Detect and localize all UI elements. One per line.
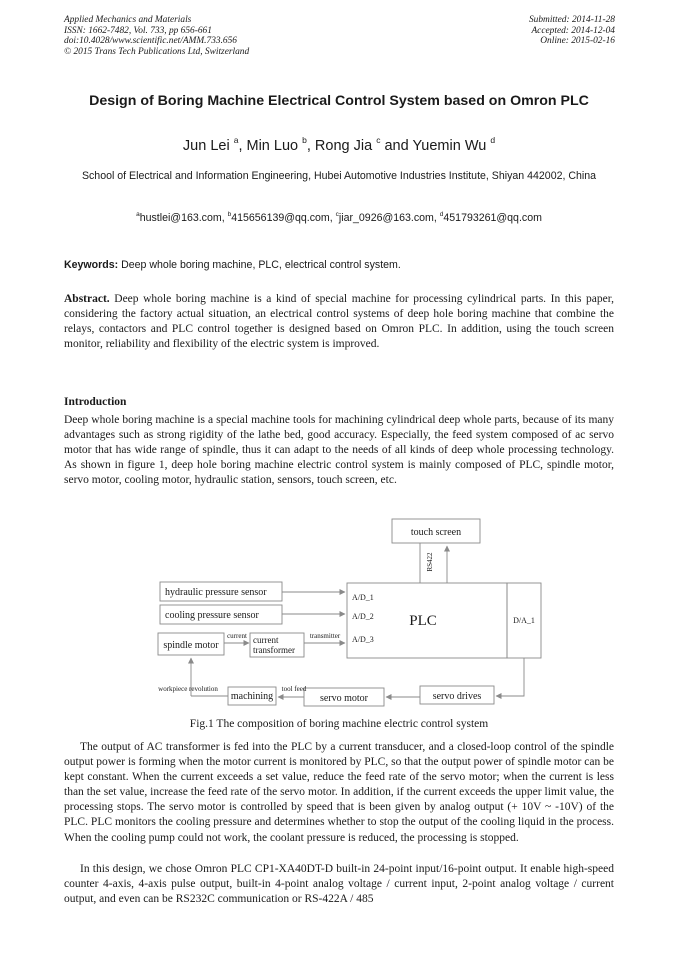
cooling-sensor-label: cooling pressure sensor: [165, 610, 259, 621]
machining-label: machining: [230, 691, 274, 702]
email-link[interactable]: 451793261@qq.com: [443, 212, 542, 224]
submitted-date: Submitted: 2014-11-28: [528, 15, 615, 25]
author-name: Jun Lei: [182, 138, 230, 154]
paper-title: Design of Boring Machine Electrical Control System based on Omron PLC: [89, 93, 589, 109]
author-name: Min Luo: [246, 138, 299, 154]
author-mark: b: [302, 135, 307, 145]
workpiece-revolution-label: workpiece revolution: [158, 685, 218, 693]
email-link[interactable]: 415656139@qq.com: [231, 212, 330, 224]
email-mark: d: [439, 211, 444, 218]
plc-label: PLC: [409, 613, 437, 629]
body-paragraph: The output of AC transformer is fed into the PLC by a current transducer, and a closed-loop control of the spindle output power is forming when the motor current is monitored by PLC, so that the output power of spindle motor can be kept constant. When the current exceeds a set value, reduce the feed rate of the servo motor; when the current is less than the set value, increase the feed rate of the servo motor. In addition, if the current exceeds the upper limit value, the processing stops. The servo motor is controlled by speed that is been given by analog output (+ 10V ~ -10V) of the PLC. PLC monitors the cooling pressure and determines whether to stop the output of the cooling liquid in the process. When the cooling pump could not work, the coolant pressure is reduced, the processing is stopped.: [64, 741, 614, 844]
email-list: $^a$hustlei@163.com, $^b$415656139@qq.com, $^c$jiar_0926@163.com, $^d$451793261@qq.com: [136, 211, 542, 224]
current-transformer-line1: current: [253, 635, 279, 645]
author-list: Jun Lei $^a$, Min Luo $^b$, Rong Jia $^c$ and Yuemin Wu $^d$: [182, 135, 496, 154]
journal-copyright: © 2015 Trans Tech Publications Ltd, Switzerland: [64, 46, 250, 57]
body-paragraph: In this design, we chose Omron PLC CP1-XA40DT-D built-in 24-point input/16-point output. It enable high-speed counter 4-axis, 4-axis pulse output, built-in 4-point analog voltage / current input, 2-point analog voltage / current output, and even can be RS232C communication or RS-422A / 485: [64, 863, 614, 906]
da-to-drives-line: [496, 658, 524, 696]
tool-feed-label: tool feed: [281, 685, 307, 693]
email-mark: c: [335, 211, 339, 218]
ad1-label: A/D_1: [352, 593, 374, 602]
abstract-text: Deep whole boring machine is a kind of special machine for processing cylindrical parts. In this paper, considering the factory actual situation, an electrical control systems of deep hole boring machine that combine the relays, contactors and PLC control together is designed based on Omron PLC. In addition, using the touch screen monitor, reliability and flexibility of the electric system is improved.: [64, 293, 614, 351]
rs422-label: RS422: [426, 552, 434, 572]
introduction-paragraph: Deep whole boring machine is a special machine tools for machining cylindrical deep whole parts, because of its many advantages such as strong rigidity of the lathe bed, good accuracy. Especially, the feed system composed of ac servo motor that has wide range of spindle, thus it can adapt to the needs of all kinds of deep whole processing technology. As shown in figure 1, deep hole boring machine electric control system is mainly composed of PLC, spindle motor, servo motor, cooling motor, hydraulic station, sensors, touch screen, etc.: [64, 414, 614, 487]
ad2-label: A/D_2: [352, 612, 374, 621]
online-date: Online: 2015-02-16: [540, 36, 615, 47]
touch-screen-label: touch screen: [410, 527, 462, 538]
email-link[interactable]: hustlei@163.com: [139, 212, 222, 224]
current-label: current: [227, 632, 247, 640]
da1-label: D/A_1: [513, 616, 535, 625]
servo-drives-label: servo drives: [432, 691, 482, 702]
author-mark: a: [233, 135, 239, 145]
abstract-label: Abstract.: [64, 293, 110, 305]
author-mark: c: [376, 135, 381, 145]
hydraulic-sensor-label: hydraulic pressure sensor: [165, 587, 267, 598]
ad3-label: A/D_3: [352, 635, 374, 644]
servo-motor-label: servo motor: [319, 693, 369, 704]
author-name: Yuemin Wu: [412, 138, 487, 154]
accepted-date: Accepted: 2014-12-04: [531, 25, 615, 36]
figure-caption: Fig.1 The composition of boring machine electric control system: [189, 718, 489, 730]
email-mark: b: [227, 211, 232, 218]
journal-issn: ISSN: 1662-7482, Vol. 733, pp 656-661: [64, 25, 212, 36]
keywords-label: Keywords:: [64, 259, 119, 271]
transmitter-label: transmitter: [309, 632, 341, 640]
email-mark: a: [136, 211, 140, 218]
journal-doi: doi:10.4028/www.scientific.net/AMM.733.656: [64, 36, 237, 47]
spindle-motor-label: spindle motor: [163, 640, 219, 651]
email-link[interactable]: jiar_0926@163.com: [338, 212, 434, 224]
journal-name: Applied Mechanics and Materials: [64, 15, 192, 25]
affiliation: School of Electrical and Information Engineering, Hubei Automotive Industries Institute, Shiyan 442002, China: [81, 170, 597, 182]
author-name: Rong Jia: [314, 138, 373, 154]
keywords-text: Deep whole boring machine, PLC, electrical control system.: [118, 259, 401, 271]
section-heading-introduction: Introduction: [64, 396, 127, 408]
author-mark: d: [490, 135, 496, 145]
current-transformer-line2: transformer: [253, 645, 295, 655]
